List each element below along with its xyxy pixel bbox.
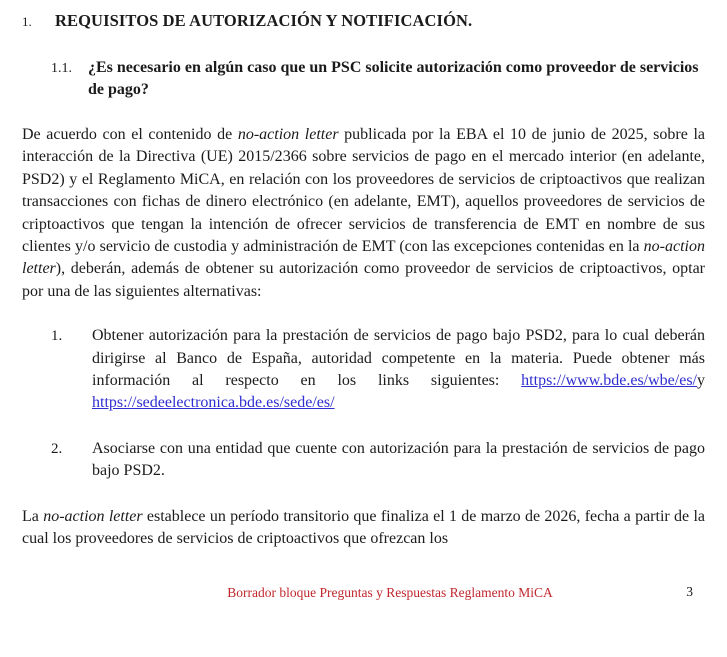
italic-text-run: no-action letter	[237, 126, 339, 143]
text-run: La	[22, 507, 44, 525]
hyperlink[interactable]: https://www.bde.es/wbe/es/	[521, 372, 697, 390]
section-title: REQUISITOS DE AUTORIZACIÓN Y NOTIFICACIÓN.	[55, 11, 473, 30]
paragraph-transitional-period	[22, 506, 705, 551]
page-number: 3	[686, 584, 693, 599]
subsection-number: 1.1.	[51, 61, 72, 76]
list-item	[51, 438, 705, 483]
text-run: Obtener autorización para la prestación de servicios de pago bajo PSD2, para lo cual deberán dirigirse al Banco de España, autoridad competente en la materia. Puede obtener más información al respecto en los links siguientes:	[92, 327, 705, 390]
footer-document-title: Borrador bloque Preguntas y Respuestas Reglamento MiCA	[227, 585, 553, 600]
italic-text-run: no-action letter	[43, 507, 143, 525]
text-run: publicada por la EBA el 10 de junio de 2025, sobre la interacción de la Directiva (UE) 2015/2366 sobre servicios de pago en el mercado interior (en adelante, PSD2) y el Reglamento MiCA, en relación con los proveedores de servicios de criptoactivos que realizan transacciones con fichas de dinero electrónico (en adelante, EMT), aquellos proveedores de servicios de criptoactivos que tengan la intención de ofrecer servicios de transferencia de EMT en nombre de sus clientes y/o servicio de custodia y administración de EMT (con las excepciones contenidas en la	[22, 126, 706, 256]
paragraph-intro	[22, 124, 705, 303]
list-item-text	[92, 438, 705, 483]
list-item	[51, 325, 705, 415]
list-item-text	[92, 325, 705, 415]
section-heading	[22, 11, 705, 31]
text-run: y	[697, 372, 705, 390]
italic-text-run: no-action letter	[22, 238, 705, 278]
list-item-number: 2.	[51, 440, 63, 457]
hyperlink[interactable]: https://sedeelectronica.bde.es/sede/es/	[92, 394, 335, 412]
text-run: De acuerdo con el contenido de	[22, 126, 238, 143]
list-item-number: 1.	[51, 328, 63, 345]
numbered-list	[51, 325, 705, 482]
text-run: Asociarse con una entidad que cuente con autorización para la prestación de servicios de pago bajo PSD2.	[92, 439, 705, 480]
text-run: establece un período transitorio que finaliza el 1 de marzo de 2026, fecha a partir de la cual los proveedores de servicios de criptoactivos que ofrezcan los	[22, 507, 705, 548]
subsection-heading	[51, 57, 705, 101]
subsection-title: ¿Es necesario en algún caso que un PSC solicite autorización como proveedor de servicios de pago?	[88, 59, 699, 98]
text-run: ), deberán, además de obtener su autorización como proveedor de servicios de criptoactivos, optar por una de las siguientes alternativas:	[22, 260, 705, 300]
section-number: 1.	[22, 14, 32, 29]
